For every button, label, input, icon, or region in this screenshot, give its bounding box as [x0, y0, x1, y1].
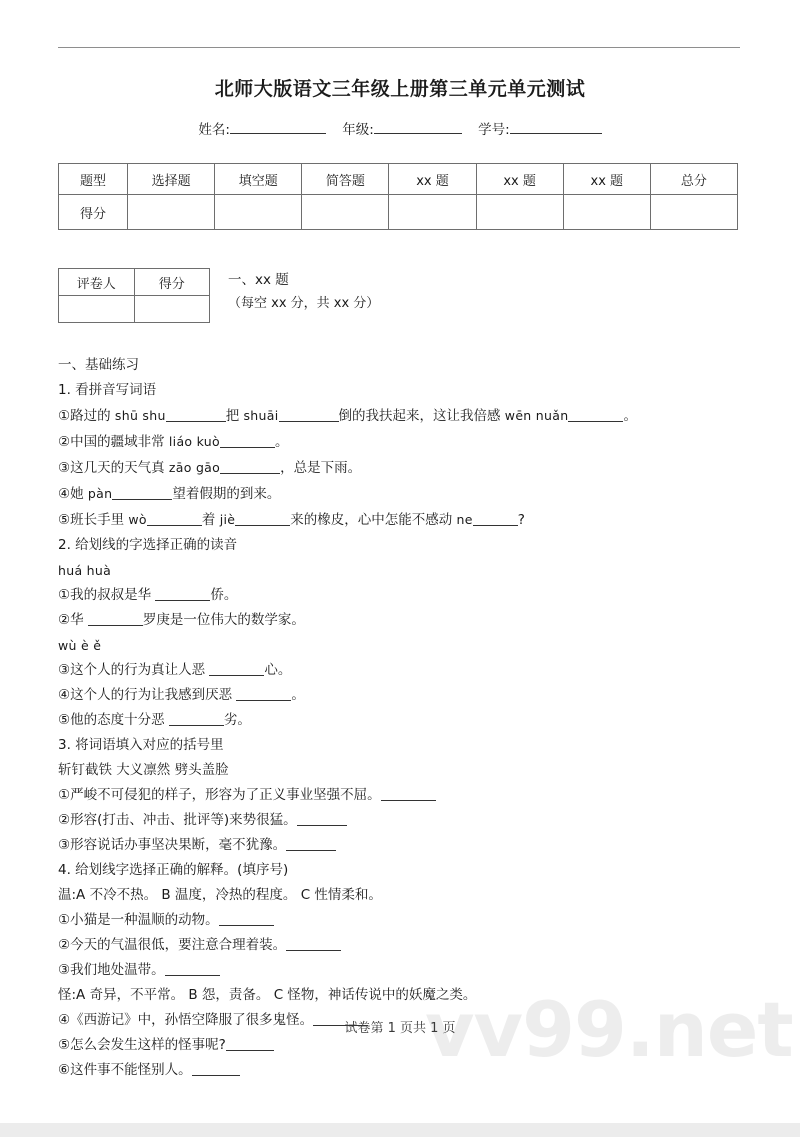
viewport-bottom-band — [0, 1123, 800, 1137]
answer-blank[interactable] — [381, 800, 436, 801]
q2-item-1 — [58, 586, 748, 611]
answer-blank[interactable] — [166, 421, 226, 422]
answer-blank[interactable] — [220, 473, 280, 474]
q2-pinyin-group-2: wù è ě — [58, 638, 102, 653]
answer-blank[interactable] — [473, 525, 518, 526]
item-number: ⑤ — [58, 1037, 71, 1053]
answer-blank[interactable] — [235, 525, 290, 526]
student-no-field[interactable] — [478, 122, 602, 138]
grader-header-cell: 评卷人 — [59, 269, 135, 296]
section-subtitle: （每空 xx 分，共 xx 分） — [228, 296, 380, 311]
pinyin: wò — [128, 512, 147, 527]
q4-item-1 — [58, 911, 748, 936]
q2-item-5 — [58, 711, 748, 736]
q4-item-5 — [58, 1036, 748, 1061]
score-cell[interactable] — [215, 195, 302, 230]
watermark: vv99.net — [425, 985, 793, 1074]
pinyin: shuāi — [243, 408, 279, 423]
item-text: 中国的疆域非常 — [70, 434, 169, 450]
item-text: ? — [517, 512, 525, 528]
item-text: ，总是下雨。 — [280, 460, 362, 476]
student-no-blank[interactable] — [510, 133, 602, 134]
name-field[interactable] — [198, 122, 326, 138]
item-number: ③ — [58, 662, 71, 678]
item-text: 罗庚是一位伟大的数学家。 — [142, 612, 305, 628]
score-table-header-cell: 题型 — [59, 164, 128, 195]
answer-blank[interactable] — [112, 499, 172, 500]
item-text: 劣。 — [223, 712, 251, 728]
page-footer: 试卷第 1 页共 1 页 — [344, 1021, 456, 1036]
part-heading: 一、基础练习 — [58, 357, 139, 373]
score-table-header-cell: xx 题 — [563, 164, 650, 195]
pinyin: liáo kuò — [168, 434, 220, 449]
item-number: ③ — [58, 460, 71, 476]
item-number: ① — [58, 408, 71, 424]
answer-blank[interactable] — [219, 925, 274, 926]
item-text: 倒的我扶起来，这让我倍感 — [338, 408, 505, 424]
q3-word-bank: 斩钉截铁 大义凛然 劈头盖脸 — [58, 762, 229, 778]
score-table-header-cell: 简答题 — [302, 164, 389, 195]
q2-item-2 — [58, 611, 748, 636]
item-number: ① — [58, 787, 71, 803]
grader-value-cell[interactable] — [59, 296, 135, 323]
item-number: ② — [58, 612, 71, 628]
q1-item-3 — [58, 458, 748, 484]
answer-blank[interactable] — [147, 525, 202, 526]
item-number: ④ — [58, 687, 71, 703]
item-text: 我们地处温带。 — [70, 962, 165, 978]
q4-item-6 — [58, 1061, 748, 1086]
item-text: 把 — [225, 408, 244, 424]
answer-blank[interactable] — [155, 600, 210, 601]
pinyin: zāo gāo — [168, 460, 221, 475]
grade-label: 年级: — [342, 122, 374, 138]
q4-item-3 — [58, 961, 748, 986]
name-label: 姓名: — [198, 122, 230, 138]
item-number: ④ — [58, 486, 71, 502]
score-table-header-row — [59, 164, 738, 195]
answer-blank[interactable] — [165, 975, 220, 976]
item-text: 路过的 — [70, 408, 115, 424]
item-text: 。 — [623, 408, 637, 424]
item-number: ② — [58, 434, 71, 450]
q2-pinyin-group-1: huá huà — [58, 563, 112, 578]
pinyin: shū shu — [114, 408, 166, 423]
item-text: 小猫是一种温顺的动物。 — [70, 912, 219, 928]
item-text: 《西游记》中，孙悟空降服了很多鬼怪。 — [70, 1012, 314, 1028]
item-text: 华 — [70, 612, 88, 628]
q2-item-4 — [58, 686, 748, 711]
answer-blank[interactable] — [209, 675, 264, 676]
pinyin: pàn — [87, 486, 113, 501]
item-text: 。 — [274, 434, 289, 450]
item-number: ③ — [58, 837, 71, 853]
item-text: 我的叔叔是华 — [70, 587, 156, 603]
item-number: ③ — [58, 962, 71, 978]
q4-definition-2: 怪:A 奇异，不平常。 B 怨，责备。 C 怪物，神话传说中的妖魔之类。 — [58, 987, 477, 1003]
score-cell[interactable] — [476, 195, 563, 230]
score-cell[interactable] — [128, 195, 215, 230]
item-number: ① — [58, 587, 71, 603]
q4-definition-1: 温:A 不冷不热。 B 温度，冷热的程度。 C 性情柔和。 — [58, 887, 382, 903]
item-text: 来的橡皮，心中怎能不感动 — [290, 512, 457, 528]
page-title: 北师大版语文三年级上册第三单元单元测试 — [214, 78, 586, 100]
answer-blank[interactable] — [568, 421, 623, 422]
answer-blank[interactable] — [286, 850, 336, 851]
score-table-header-cell: xx 题 — [389, 164, 476, 195]
item-number: ② — [58, 812, 71, 828]
q1-item-4 — [58, 484, 748, 510]
score-table-header-cell: xx 题 — [476, 164, 563, 195]
answer-blank[interactable] — [297, 825, 347, 826]
score-cell[interactable] — [563, 195, 650, 230]
section-header — [228, 268, 379, 316]
item-text: 这个人的行为让我感到厌恶 — [70, 687, 237, 703]
q3-item-3 — [58, 836, 748, 861]
grader-table-value-row — [59, 296, 210, 323]
q1-item-2 — [58, 432, 748, 458]
item-number: ② — [58, 937, 71, 953]
item-text: 班长手里 — [70, 512, 129, 528]
answer-blank[interactable] — [192, 1075, 240, 1076]
item-number: ⑥ — [58, 1062, 71, 1078]
pinyin: jiè — [219, 512, 236, 527]
item-text: 侨。 — [210, 587, 238, 603]
item-text: 严峻不可侵犯的样子，形容为了正义事业坚强不屈。 — [70, 787, 381, 803]
exercise-body — [58, 356, 748, 1086]
answer-blank[interactable] — [279, 421, 339, 422]
answer-blank[interactable] — [226, 1050, 274, 1051]
q1-item-1 — [58, 406, 748, 432]
answer-blank[interactable] — [169, 725, 224, 726]
q2-heading: 2. 给划线的字选择正确的读音 — [58, 537, 238, 553]
score-table-header-cell: 选择题 — [128, 164, 215, 195]
item-number: ④ — [58, 1012, 71, 1028]
grader-table-header-row — [59, 269, 210, 296]
grader-header-cell: 得分 — [134, 269, 210, 296]
score-table — [58, 163, 738, 230]
item-text: 这个人的行为真让人恶 — [70, 662, 210, 678]
score-table-header-cell: 填空题 — [215, 164, 302, 195]
item-text: 形容说话办事坚决果断，毫不犹豫。 — [70, 837, 287, 853]
score-cell[interactable] — [389, 195, 476, 230]
score-cell[interactable] — [650, 195, 737, 230]
item-number: ① — [58, 912, 71, 928]
answer-blank[interactable] — [236, 700, 291, 701]
answer-blank[interactable] — [88, 625, 143, 626]
item-text: 着 — [201, 512, 220, 528]
section-title: 一、xx 题 — [228, 272, 289, 288]
q4-item-2 — [58, 936, 748, 961]
answer-blank[interactable] — [286, 950, 341, 951]
q3-item-1 — [58, 786, 748, 811]
item-text: 心。 — [264, 662, 292, 678]
name-blank[interactable] — [230, 133, 326, 134]
grade-blank[interactable] — [374, 133, 462, 134]
score-cell[interactable] — [302, 195, 389, 230]
header-rule — [58, 47, 740, 48]
item-number: ⑤ — [58, 712, 71, 728]
item-text: 她 — [70, 486, 88, 502]
q1-item-5 — [58, 510, 748, 536]
student-no-label: 学号: — [478, 122, 510, 138]
item-number: ⑤ — [58, 512, 71, 528]
grader-value-cell[interactable] — [134, 296, 210, 323]
item-text: 他的态度十分恶 — [70, 712, 169, 728]
item-text: 这件事不能怪别人。 — [70, 1062, 192, 1078]
student-id-line — [0, 118, 800, 138]
pinyin: wēn nuǎn — [504, 408, 569, 423]
q3-item-2 — [58, 811, 748, 836]
q1-heading: 1. 看拼音写词语 — [58, 382, 157, 398]
q2-item-3 — [58, 661, 748, 686]
grader-table — [58, 268, 210, 323]
q4-heading: 4. 给划线字选择正确的解释。(填序号) — [58, 862, 289, 878]
pinyin: ne — [456, 512, 473, 527]
grade-field[interactable] — [342, 122, 462, 138]
item-text: 形容(打击、冲击、批评等)来势很猛。 — [70, 812, 297, 828]
score-table-value-row — [59, 195, 738, 230]
item-text: 怎么会发生这样的怪事呢? — [70, 1037, 226, 1053]
item-text: 今天的气温很低，要注意合理着装。 — [70, 937, 287, 953]
score-table-header-cell: 总分 — [650, 164, 737, 195]
item-text: 望着假期的到来。 — [172, 486, 281, 502]
q3-heading: 3. 将词语填入对应的括号里 — [58, 737, 224, 753]
score-row-label: 得分 — [59, 195, 128, 230]
item-text: 。 — [291, 687, 305, 703]
item-text: 这几天的天气真 — [70, 460, 169, 476]
answer-blank[interactable] — [220, 447, 275, 448]
